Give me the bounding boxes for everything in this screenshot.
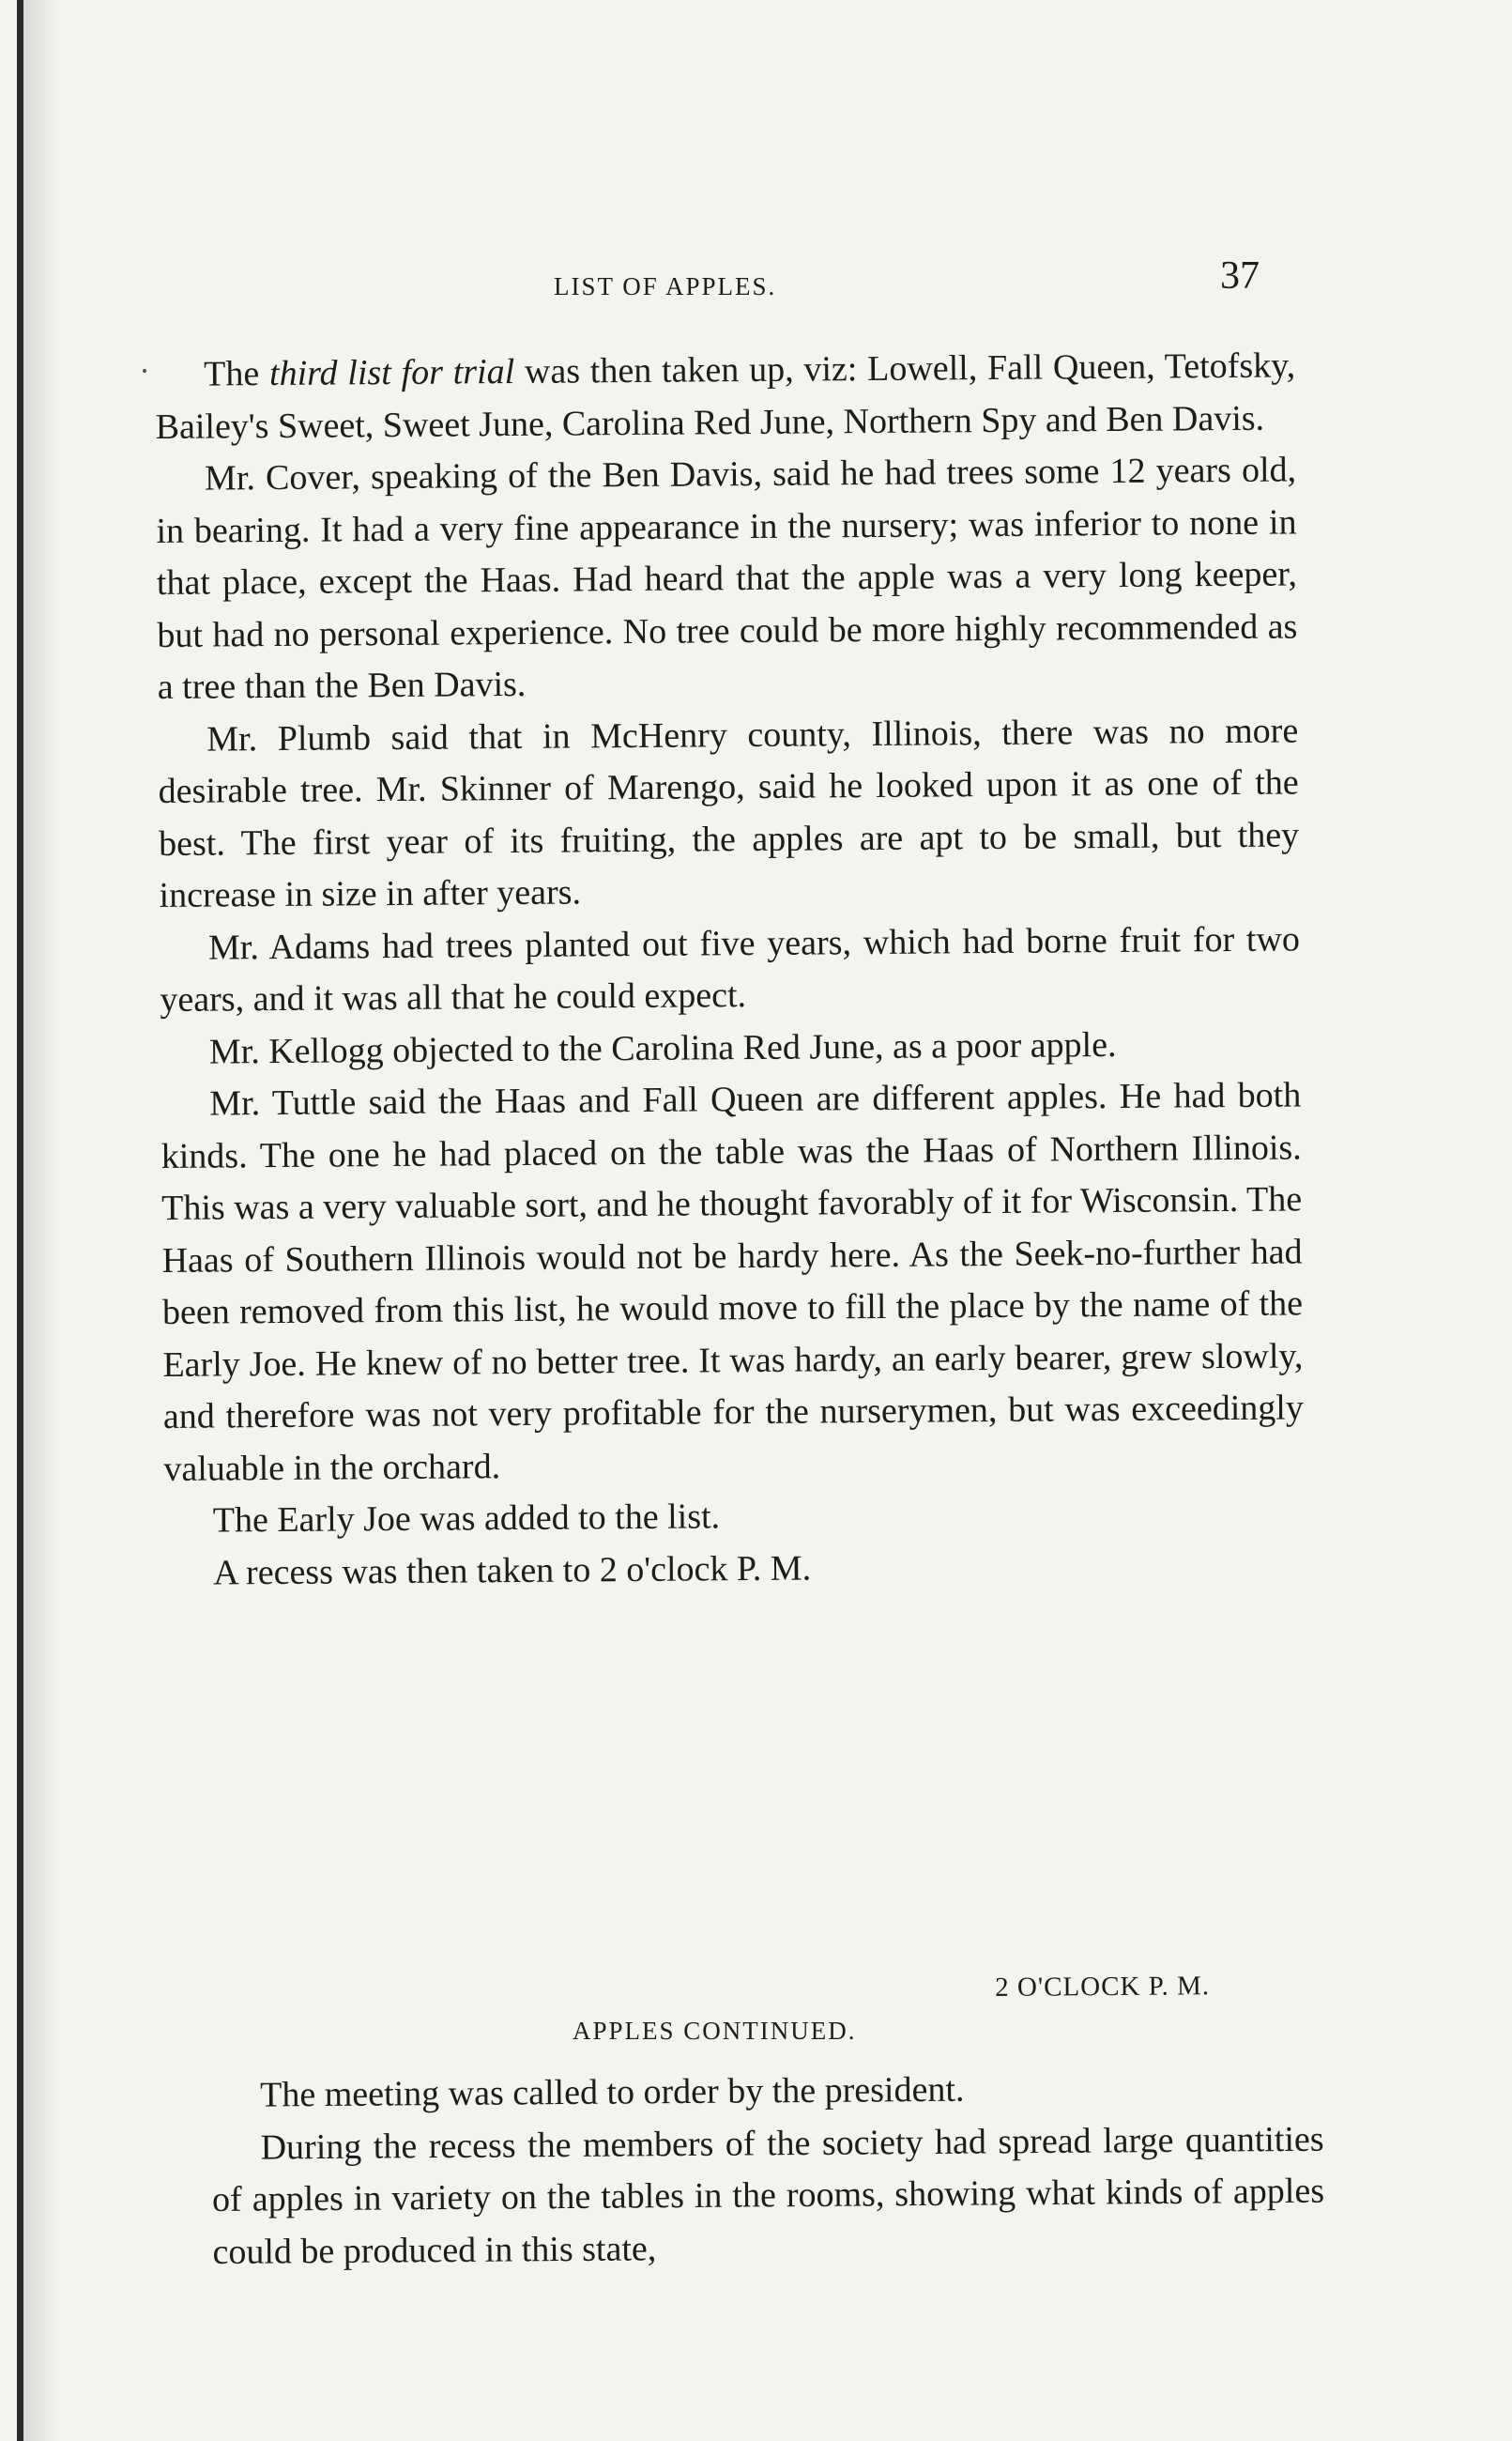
- spine-shadow: [23, 0, 61, 2441]
- p1-italic: third list for trial: [268, 351, 515, 394]
- main-text: [155, 340, 1305, 1600]
- print-speck: [143, 369, 146, 373]
- p1-start: The: [204, 354, 270, 394]
- paragraph-cover: Mr. Cover, speaking of the Ben Davis, said he had trees some 12 years old, in bearing. It had a very fine appearance in the nursery; was inferior to none in that place, except the Haas. Had heard that the apple was a very long keeper, but had no personal experience. No tree could be more highly recommended as a tree than the Ben Davis.: [156, 450, 1298, 707]
- running-head: LIST OF APPLES.: [554, 272, 777, 300]
- time-heading-text: 2 O'CLOCK P. M.: [995, 1971, 1211, 2003]
- paragraph-meeting: The meeting was called to order by the president.: [260, 2069, 965, 2115]
- paragraph-plumb: Mr. Plumb said that in McHenry county, Illinois, there was no more desirable tree. Mr. Skinner of Marengo, said he looked upon it as one of the best. The first year of its fruiting, the apples are apt to be small, but they increase in size in after years.: [158, 710, 1300, 915]
- page-number: 37: [1220, 254, 1260, 298]
- time-heading: [995, 1959, 1295, 2014]
- paragraph-during-recess: During the recess the members of the society had spread large quantities of apples in variety on the tables in the rooms, showing what kinds of apples could be produced in this state,: [211, 2119, 1325, 2272]
- paragraph-adams: Mr. Adams had trees planted out five years, which had borne fruit for two years, and it was all that he could expect.: [160, 918, 1301, 1020]
- paragraph-third-list: [155, 340, 1296, 453]
- paragraph-early-joe: The Early Joe was added to the list.: [212, 1497, 721, 1541]
- section-heading: APPLES CONTINUED.: [573, 2017, 857, 2045]
- book-spine-edge: [17, 0, 23, 2441]
- section-text: [211, 2062, 1325, 2279]
- p1-rest: was then taken up, viz: Lowell, Fall Queen, Tetofsky, Bailey's Sweet, Sweet June, Carolina Red June, Northern Spy and Ben Davis.: [155, 345, 1296, 447]
- paragraph-kellogg: Mr. Kellogg objected to the Carolina Red June, as a poor apple.: [208, 1024, 1117, 1072]
- paragraph-recess: A recess was then taken to 2 o'clock P. M.: [213, 1548, 812, 1593]
- paragraph-tuttle: Mr. Tuttle said the Haas and Fall Queen are different apples. He had both kinds. The one he had placed on the table was the Haas of Northern Illinois. This was a very valuable sort, and he thought favorably of it for Wisconsin. The Haas of Southern Illinois would not be hardy here. As the Seek-no-further had been removed from this list, he would move to fill the place by the name of the Early Joe. He knew of no better tree. It was hardy, an early bearer, grew slowly, and therefore was not very profitable for the nurserymen, but was exceedingly valuable in the orchard.: [160, 1075, 1305, 1489]
